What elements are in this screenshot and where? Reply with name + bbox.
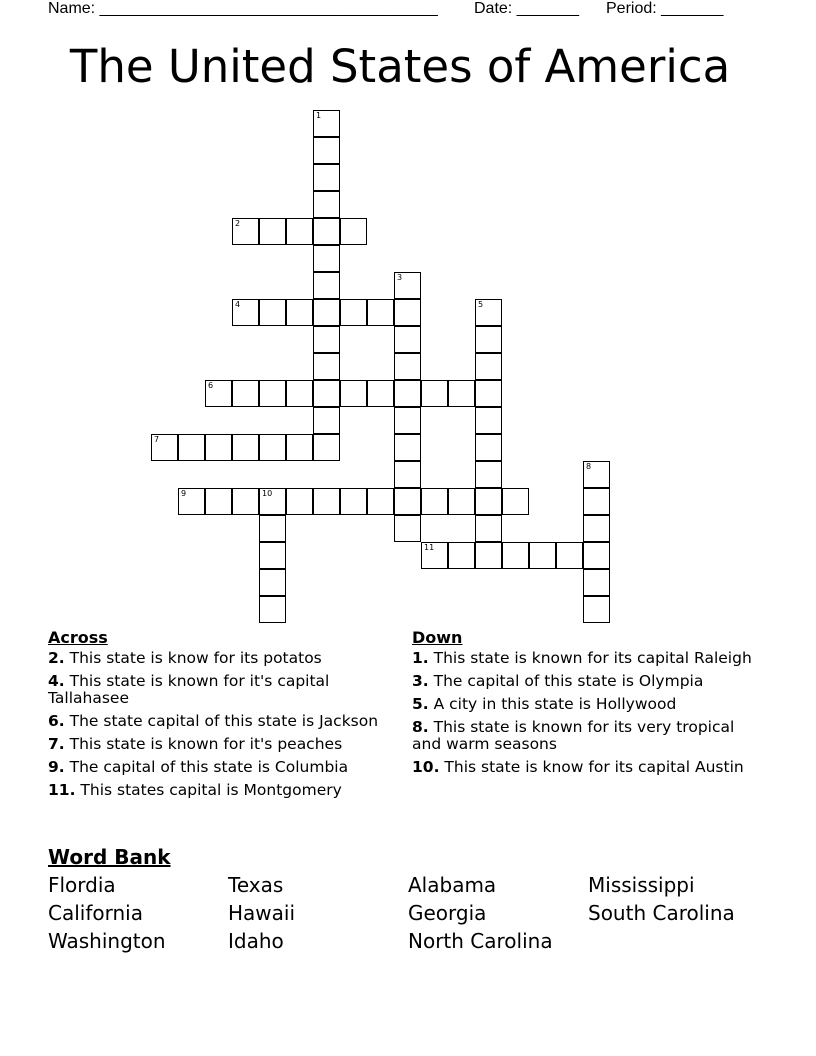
grid-cell[interactable] — [448, 380, 475, 407]
clue-number: 1. — [412, 649, 429, 667]
clue-text: The capital of this state is Olympia — [428, 672, 704, 690]
grid-cell[interactable] — [475, 299, 502, 326]
grid-cell[interactable] — [205, 380, 232, 407]
grid-cell[interactable] — [259, 299, 286, 326]
clue-text: This state is know for its capital Austin — [439, 758, 744, 776]
grid-cell[interactable] — [448, 488, 475, 515]
grid-cell[interactable] — [475, 407, 502, 434]
across-clue — [48, 759, 398, 776]
grid-cell[interactable] — [475, 542, 502, 569]
grid-cell[interactable] — [313, 110, 340, 137]
grid-cell[interactable] — [232, 434, 259, 461]
down-clue — [412, 696, 762, 713]
clue-number: 6. — [48, 712, 65, 730]
word-bank-item: North Carolina — [408, 929, 553, 953]
clue-number: 3. — [412, 672, 429, 690]
clue-number: 8 — [586, 462, 592, 471]
clue-number: 11. — [48, 781, 76, 799]
name-field[interactable]: Name: ______________________________________ — [48, 0, 438, 17]
grid-cell[interactable] — [286, 299, 313, 326]
clue-text: This state is known for its very tropical and warm seasons — [412, 718, 735, 753]
grid-cell[interactable] — [583, 461, 610, 488]
grid-cell[interactable] — [178, 434, 205, 461]
grid-cell[interactable] — [313, 434, 340, 461]
grid-cell[interactable] — [394, 380, 421, 407]
grid-cell[interactable] — [313, 191, 340, 218]
across-clue — [48, 673, 398, 707]
down-clues — [412, 628, 762, 782]
grid-cell[interactable] — [259, 434, 286, 461]
grid-cell[interactable] — [313, 299, 340, 326]
grid-cell[interactable] — [259, 488, 286, 515]
grid-cell[interactable] — [151, 434, 178, 461]
grid-cell[interactable] — [394, 353, 421, 380]
grid-cell[interactable] — [583, 569, 610, 596]
grid-cell[interactable] — [556, 542, 583, 569]
grid-cell[interactable] — [313, 272, 340, 299]
clue-text: This state is known for its capital Raleigh — [428, 649, 752, 667]
grid-cell[interactable] — [259, 380, 286, 407]
across-heading: Across — [48, 628, 108, 647]
clue-number: 2 — [235, 219, 241, 228]
across-clue — [48, 650, 398, 667]
clue-number: 5. — [412, 695, 429, 713]
word-bank — [48, 873, 788, 957]
grid-cell[interactable] — [259, 569, 286, 596]
grid-cell[interactable] — [232, 218, 259, 245]
word-bank-item: Texas — [228, 873, 284, 897]
grid-cell[interactable] — [259, 515, 286, 542]
grid-cell[interactable] — [475, 488, 502, 515]
grid-cell[interactable] — [313, 407, 340, 434]
grid-cell[interactable] — [583, 515, 610, 542]
grid-cell[interactable] — [340, 299, 367, 326]
word-bank-title: Word Bank — [48, 845, 171, 869]
grid-cell[interactable] — [340, 380, 367, 407]
word-bank-item: California — [48, 901, 143, 925]
grid-cell[interactable] — [502, 488, 529, 515]
clue-number: 11 — [424, 543, 435, 552]
grid-cell[interactable] — [394, 515, 421, 542]
clue-number: 7. — [48, 735, 65, 753]
clue-number: 8. — [412, 718, 429, 736]
grid-cell[interactable] — [313, 380, 340, 407]
grid-cell[interactable] — [367, 299, 394, 326]
grid-cell[interactable] — [475, 326, 502, 353]
across-clue — [48, 736, 398, 753]
grid-cell[interactable] — [259, 596, 286, 623]
grid-cell[interactable] — [313, 326, 340, 353]
period-field[interactable]: Period: _______ — [606, 0, 724, 17]
grid-cell[interactable] — [475, 380, 502, 407]
clue-text: The capital of this state is Columbia — [64, 758, 349, 776]
word-bank-item: Mississippi — [588, 873, 695, 897]
clue-number: 2. — [48, 649, 65, 667]
grid-cell[interactable] — [313, 137, 340, 164]
grid-cell[interactable] — [340, 218, 367, 245]
word-bank-item: Georgia — [408, 901, 487, 925]
clue-number: 3 — [397, 273, 403, 282]
grid-cell[interactable] — [475, 353, 502, 380]
grid-cell[interactable] — [313, 488, 340, 515]
grid-cell[interactable] — [394, 488, 421, 515]
clue-text: This states capital is Montgomery — [75, 781, 342, 799]
grid-cell[interactable] — [394, 434, 421, 461]
grid-cell[interactable] — [583, 488, 610, 515]
clue-number: 4. — [48, 672, 65, 690]
grid-cell[interactable] — [205, 488, 232, 515]
grid-cell[interactable] — [394, 461, 421, 488]
grid-cell[interactable] — [502, 542, 529, 569]
grid-cell[interactable] — [232, 380, 259, 407]
word-bank-item: Washington — [48, 929, 166, 953]
grid-cell[interactable] — [583, 596, 610, 623]
grid-cell[interactable] — [232, 488, 259, 515]
grid-cell[interactable] — [286, 434, 313, 461]
grid-cell[interactable] — [475, 434, 502, 461]
grid-cell[interactable] — [394, 299, 421, 326]
grid-cell[interactable] — [286, 488, 313, 515]
clue-number: 10 — [262, 489, 273, 498]
clue-number: 9. — [48, 758, 65, 776]
clue-text: The state capital of this state is Jackson — [64, 712, 379, 730]
clue-number: 1 — [316, 111, 322, 120]
down-clue — [412, 650, 762, 667]
word-bank-item: Alabama — [408, 873, 497, 897]
grid-cell[interactable] — [313, 245, 340, 272]
grid-cell[interactable] — [313, 164, 340, 191]
clue-number: 7 — [154, 435, 160, 444]
across-clues — [48, 628, 398, 805]
grid-cell[interactable] — [259, 542, 286, 569]
puzzle-title: The United States of America — [69, 40, 731, 93]
grid-cell[interactable] — [421, 488, 448, 515]
grid-cell[interactable] — [448, 542, 475, 569]
grid-cell[interactable] — [421, 380, 448, 407]
across-clue — [48, 713, 398, 730]
down-clue — [412, 759, 762, 776]
clue-text: A city in this state is Hollywood — [428, 695, 677, 713]
clue-number: 9 — [181, 489, 187, 498]
word-bank-item: Flordia — [48, 873, 116, 897]
clue-number: 10. — [412, 758, 440, 776]
clue-number: 5 — [478, 300, 484, 309]
down-clue — [412, 719, 762, 753]
grid-cell[interactable] — [529, 542, 556, 569]
grid-cell[interactable] — [286, 218, 313, 245]
clue-text: This state is known for it's peaches — [64, 735, 343, 753]
grid-cell[interactable] — [313, 353, 340, 380]
clue-text: This state is know for its potatos — [64, 649, 322, 667]
grid-cell[interactable] — [583, 542, 610, 569]
down-heading: Down — [412, 628, 463, 647]
grid-cell[interactable] — [340, 488, 367, 515]
word-bank-item: Hawaii — [228, 901, 296, 925]
grid-cell[interactable] — [259, 218, 286, 245]
date-field[interactable]: Date: _______ — [474, 0, 579, 17]
grid-cell[interactable] — [475, 461, 502, 488]
grid-cell[interactable] — [313, 218, 340, 245]
grid-cell[interactable] — [394, 407, 421, 434]
grid-cell[interactable] — [205, 434, 232, 461]
word-bank-item: South Carolina — [588, 901, 735, 925]
grid-cell[interactable] — [178, 488, 205, 515]
grid-cell[interactable] — [286, 380, 313, 407]
grid-cell[interactable] — [394, 326, 421, 353]
word-bank-item: Idaho — [228, 929, 284, 953]
grid-cell[interactable] — [475, 515, 502, 542]
clue-number: 4 — [235, 300, 241, 309]
grid-cell[interactable] — [394, 272, 421, 299]
down-clue — [412, 673, 762, 690]
grid-cell[interactable] — [367, 380, 394, 407]
grid-cell[interactable] — [232, 299, 259, 326]
grid-cell[interactable] — [421, 542, 448, 569]
across-clue — [48, 782, 398, 799]
clue-text: This state is known for it's capital Tallahasee — [48, 672, 330, 707]
grid-cell[interactable] — [367, 488, 394, 515]
clue-number: 6 — [208, 381, 214, 390]
